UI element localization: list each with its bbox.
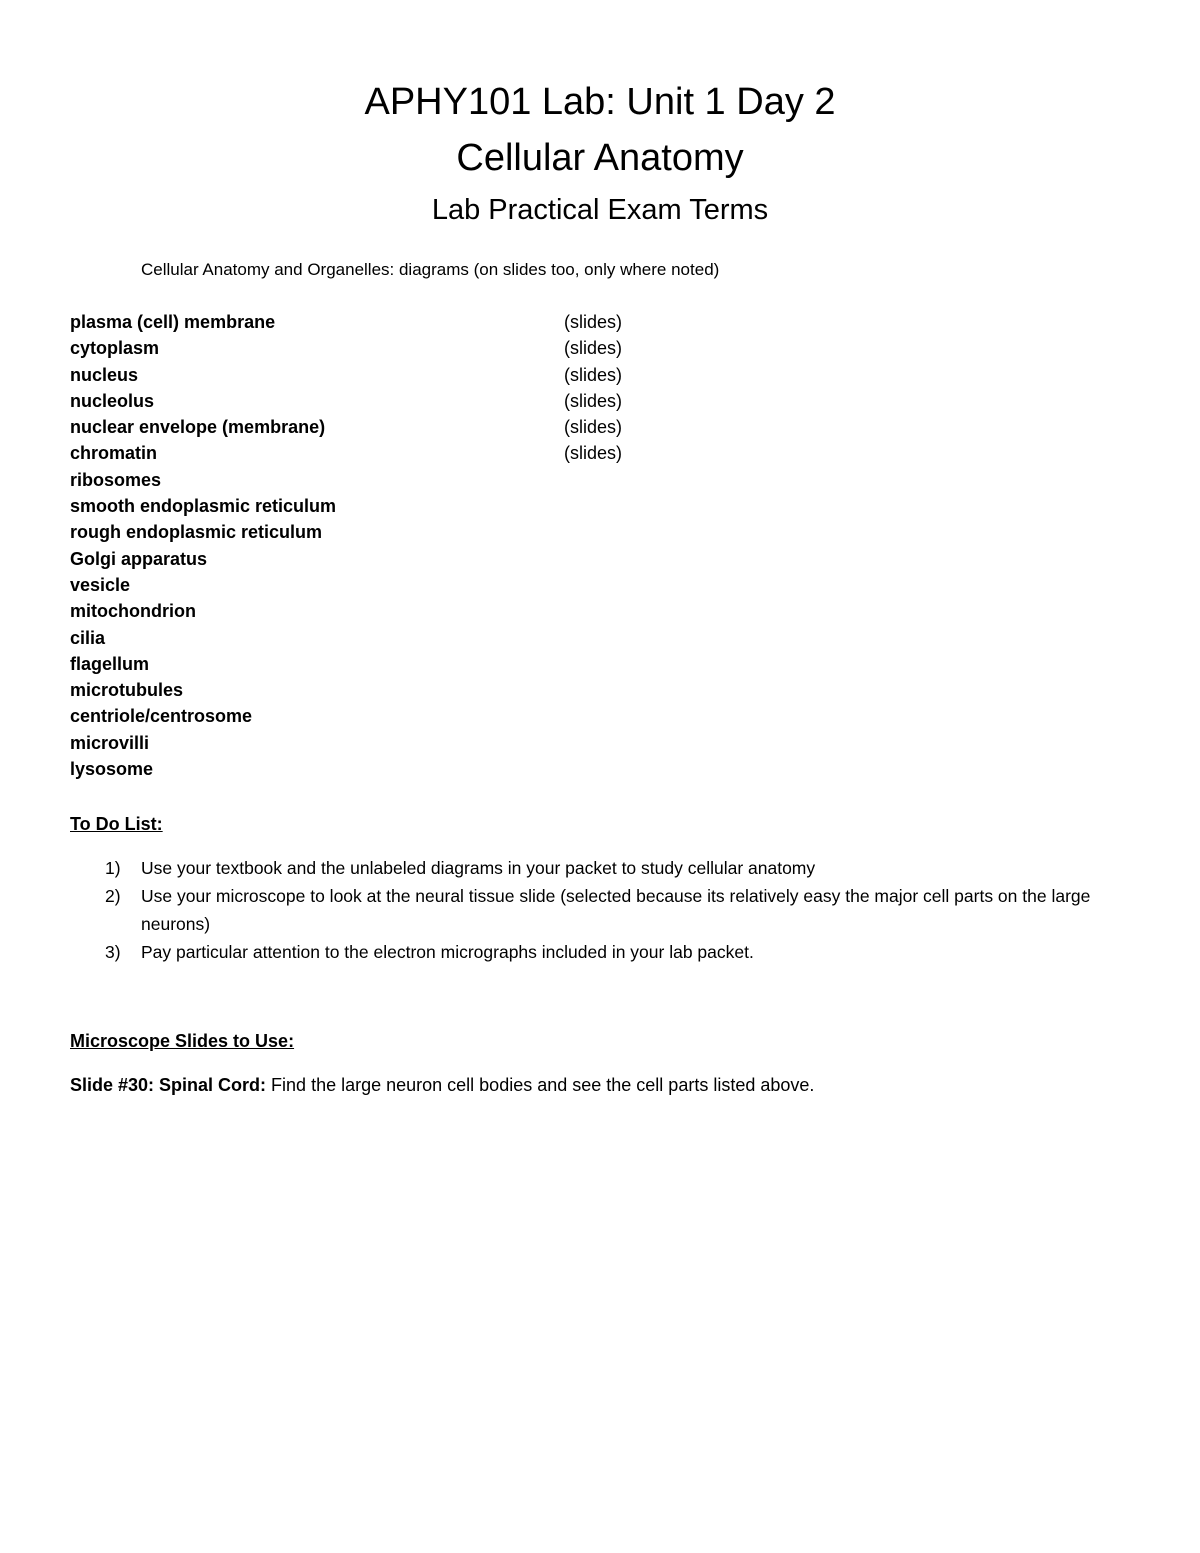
slide-entry — [70, 1072, 814, 1098]
term-name: microtubules — [70, 680, 184, 701]
term-row — [70, 572, 770, 598]
todo-item-text: Use your textbook and the unlabeled diagrams in your packet to study cellular anatomy — [141, 858, 816, 878]
term-row — [70, 730, 770, 756]
term-row — [70, 414, 770, 440]
term-name: chromatin — [70, 443, 158, 464]
term-row — [70, 335, 770, 361]
term-row — [70, 440, 770, 466]
page-section-title: Lab Practical Exam Terms — [431, 194, 769, 226]
terms-list — [70, 309, 770, 782]
term-name: rough endoplasmic reticulum — [70, 522, 323, 543]
term-name: cytoplasm — [70, 338, 160, 359]
todo-item-number: 1) — [105, 858, 121, 878]
intro-text: Cellular Anatomy and Organelles: diagrams (on slides too, only where noted) — [141, 260, 720, 279]
term-note: (slides) — [564, 417, 623, 438]
term-row — [70, 493, 770, 519]
page-subtitle: Cellular Anatomy — [456, 137, 744, 179]
term-name: mitochondrion — [70, 601, 196, 622]
term-row — [70, 703, 770, 729]
term-row — [70, 651, 770, 677]
todo-item-text: Use your microscope to look at the neural tissue slide (selected because its relatively easy the major cell parts on the large neurons) — [141, 886, 1091, 934]
term-note: (slides) — [564, 443, 623, 464]
todo-item — [70, 882, 1140, 938]
term-name: nucleus — [70, 364, 139, 385]
term-name: nucleolus — [70, 390, 155, 411]
term-row — [70, 677, 770, 703]
page-title: APHY101 Lab: Unit 1 Day 2 — [364, 81, 836, 123]
term-row — [70, 519, 770, 545]
todo-item-number: 2) — [105, 886, 121, 906]
term-name: cilia — [70, 627, 106, 648]
term-row — [70, 388, 770, 414]
term-name: centriole/centrosome — [70, 706, 253, 727]
term-note: (slides) — [564, 364, 623, 385]
term-row — [70, 625, 770, 651]
term-row — [70, 756, 770, 782]
slide-description: Find the large neuron cell bodies and see the cell parts listed above. — [266, 1075, 815, 1095]
term-note: (slides) — [564, 338, 623, 359]
term-row — [70, 467, 770, 493]
term-name: ribosomes — [70, 469, 162, 490]
term-name: microvilli — [70, 732, 150, 753]
term-name: plasma (cell) membrane — [70, 312, 276, 332]
term-note: (slides) — [564, 312, 623, 332]
term-row — [70, 309, 770, 335]
term-name: nuclear envelope (membrane) — [70, 417, 326, 438]
term-name: flagellum — [70, 653, 150, 674]
todo-item-number: 3) — [105, 942, 121, 962]
slides-heading: Microscope Slides to Use: — [70, 1031, 295, 1051]
term-row — [70, 362, 770, 388]
term-row — [70, 546, 770, 572]
todo-item-text: Pay particular attention to the electron micrographs included in your lab packet. — [141, 942, 754, 962]
term-name: vesicle — [70, 574, 131, 595]
term-row — [70, 598, 770, 624]
todo-list — [70, 854, 1140, 966]
term-name: smooth endoplasmic reticulum — [70, 496, 337, 517]
term-note: (slides) — [564, 390, 623, 411]
todo-item — [70, 854, 1140, 882]
term-name: Golgi apparatus — [70, 548, 208, 569]
term-name: lysosome — [70, 759, 154, 780]
slide-label: Slide #30: Spinal Cord: — [70, 1075, 267, 1095]
todo-item — [70, 938, 1140, 966]
todo-heading: To Do List: — [70, 814, 163, 834]
